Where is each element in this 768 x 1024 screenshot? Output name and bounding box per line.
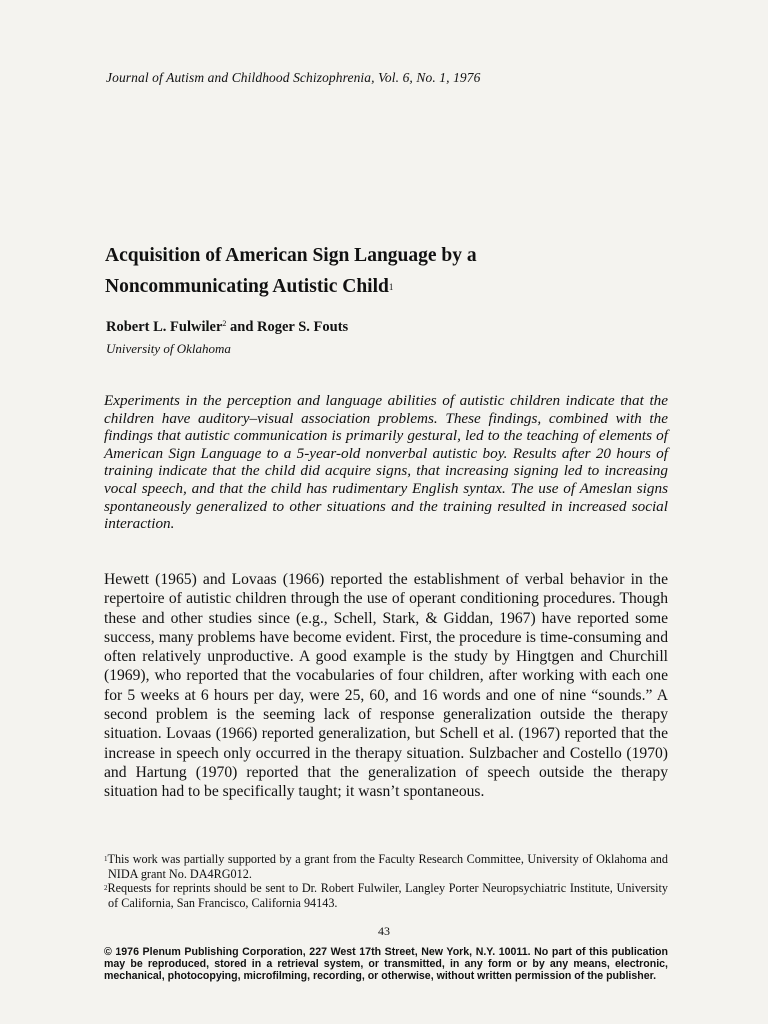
footnote-1-text: This work was partially supported by a grant from the Faculty Research Committee, University of Oklahoma and NIDA grant No. DA4RG012.: [107, 852, 668, 881]
journal-citation: Journal of Autism and Childhood Schizophrenia, Vol. 6, No. 1, 1976: [106, 70, 481, 85]
footnote-2: [104, 881, 668, 910]
body-paragraph: Hewett (1965) and Lovaas (1966) reported the establishment of verbal behavior in the repertoire of autistic children through the use of operant conditioning procedures. Though these and other studies since (e.g., Schell, Stark, & Giddan, 1967) have reported some success, many problems have become evident. First, the procedure is time-consuming and often relatively unproductive. A good example is the study by Hingtgen and Churchill (1969), who reported that the vocabularies of four children, after working with each one for 5 weeks at 6 hours per day, were 25, 60, and 16 words and one of nine “sounds.” A second problem is the seeming lack of response generalization outside the therapy situation. Lovaas (1966) reported generalization, but Schell et al. (1967) reported that the increase in speech only occurred in the therapy situation. Sulzbacher and Costello (1970) and Hartung (1970) reported that the generalization of speech outside the therapy situation had to be specifically taught; it wasn’t spontaneous.: [104, 571, 668, 801]
footnote-1: [104, 852, 668, 881]
copyright-notice: © 1976 Plenum Publishing Corporation, 227 West 17th Street, New York, N.Y. 10011. No part of this publication may be reproduced, stored in a retrieval system, or transmitted, in any form or by any means, electronic, mechanical, photocopying, microfilming, recording, or otherwise, without written permission of the publisher.: [104, 946, 668, 983]
title-line-2: [105, 271, 665, 302]
article-title: [105, 240, 665, 302]
title-footnote-mark: 1: [388, 282, 394, 292]
title-line-1: Acquisition of American Sign Language by a: [105, 245, 477, 266]
page-number: 43: [378, 924, 390, 938]
author-1: Robert L. Fulwiler: [106, 319, 223, 335]
footnote-1-mark: 1: [104, 855, 108, 863]
author-2: and Roger S. Fouts: [226, 319, 349, 335]
footnote-2-mark: 2: [104, 884, 108, 893]
footnotes: [104, 852, 668, 910]
title-line-2-text: Noncommunicating Autistic Child: [105, 276, 389, 297]
abstract: Experiments in the perception and language abilities of autistic children indicate that the children have auditory–visual association problems. These findings, combined with the findings that autistic communication is primarily gestural, led to the teaching of elements of American Sign Language to a 5-year-old nonverbal autistic boy. Results after 20 hours of training indicate that the child did acquire signs, that increasing signing led to increasing vocal speech, and that the child has rudimentary English syntax. The use of Ameslan signs spontaneously generalized to other situations and the training resulted in increased social interaction.: [104, 392, 668, 533]
author-1-footnote-mark: 2: [222, 319, 227, 328]
author-affiliation: University of Oklahoma: [106, 341, 231, 356]
footnote-2-text: Requests for reprints should be sent to Dr. Robert Fulwiler, Langley Porter Neuropsychiatric Institute, University of California, San Francisco, California 94143.: [107, 881, 668, 910]
author-list: [106, 319, 348, 336]
